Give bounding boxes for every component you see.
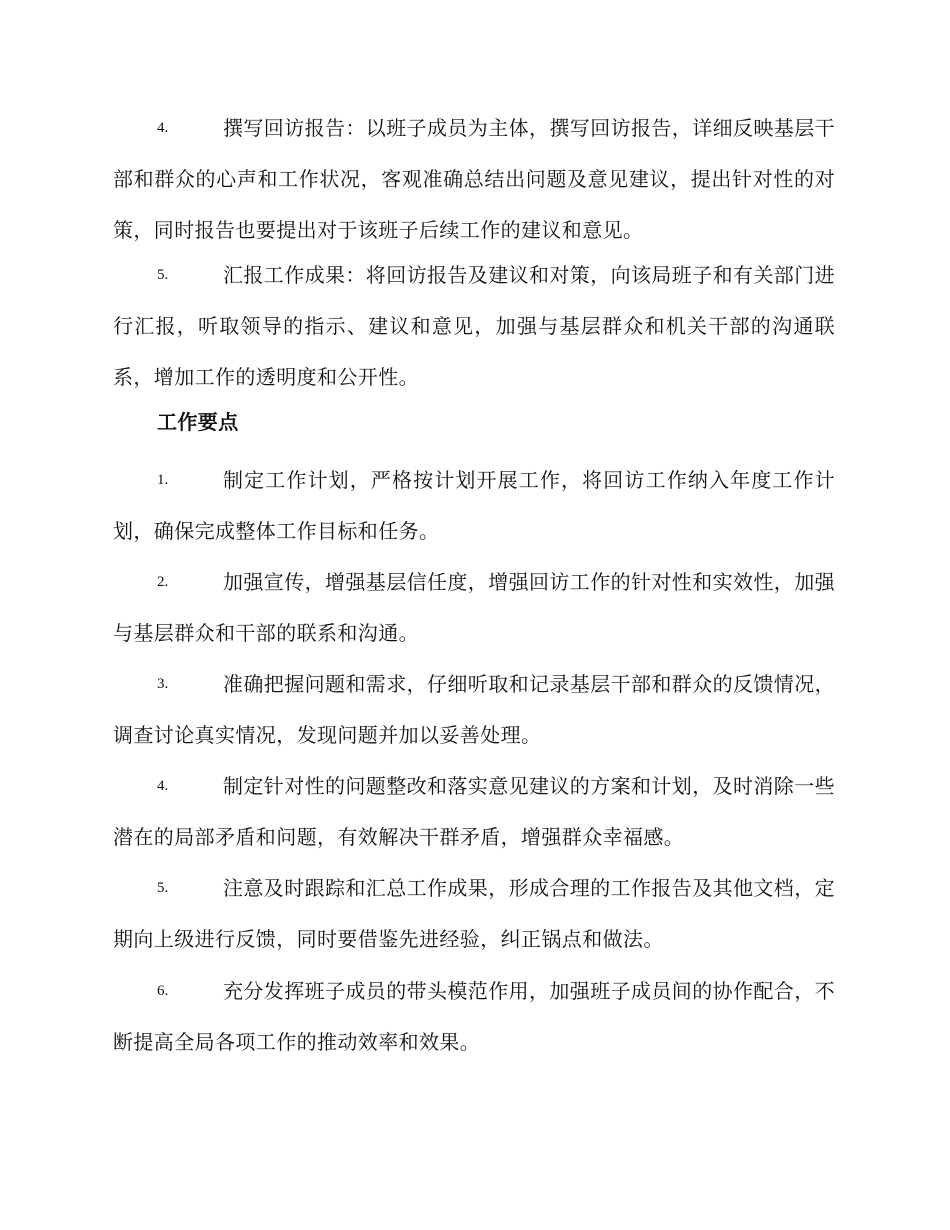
list-item-text: 制定针对性的问题整改和落实意见建议的方案和计划，及时消除一些潜在的局部矛盾和问题，有效解决干群矛盾，增强群众幸福感。 — [113, 774, 835, 849]
list-number: 4. — [157, 120, 169, 136]
list-item-text: 撰写回访报告：以班子成员为主体，撰写回访报告，详细反映基层干部和群众的心声和工作状况，客观准确总结出问题及意见建议，提出针对性的对策，同时报告也要提出对于该班子后续工作的建议和意见。 — [113, 116, 835, 242]
list-number: 6. — [157, 983, 169, 999]
section-heading: 工作要点 — [157, 410, 239, 434]
list-number: 3. — [157, 676, 169, 692]
list-item-text: 制定工作计划，严格按计划开展工作，将回访工作纳入年度工作计划，确保完成整体工作目标和任务。 — [113, 468, 835, 543]
list-item-text: 充分发挥班子成员的带头模范作用，加强班子成员间的协作配合，不断提高全局各项工作的推动效率和效果。 — [113, 979, 835, 1054]
list-number: 1. — [157, 472, 169, 488]
list-number: 2. — [157, 574, 169, 590]
list-item-text: 加强宣传，增强基层信任度，增强回访工作的针对性和实效性，加强与基层群众和干部的联系和沟通。 — [113, 570, 835, 645]
list-number: 5. — [157, 880, 169, 896]
list-item-text: 准确把握问题和需求，仔细听取和记录基层干部和群众的反馈情况，调查讨论真实情况，发现问题并加以妥善处理。 — [113, 672, 835, 747]
list-number: 4. — [157, 778, 169, 794]
list-item-text: 注意及时跟踪和汇总工作成果，形成合理的工作报告及其他文档，定期向上级进行反馈，同时要借鉴先进经验，纠正锅点和做法。 — [113, 876, 835, 951]
list-number: 5. — [157, 267, 169, 283]
list-item-text: 汇报工作成果：将回访报告及建议和对策，向该局班子和有关部门进行汇报，听取领导的指示、建议和意见，加强与基层群众和机关干部的沟通联系，增加工作的透明度和公开性。 — [113, 263, 835, 389]
